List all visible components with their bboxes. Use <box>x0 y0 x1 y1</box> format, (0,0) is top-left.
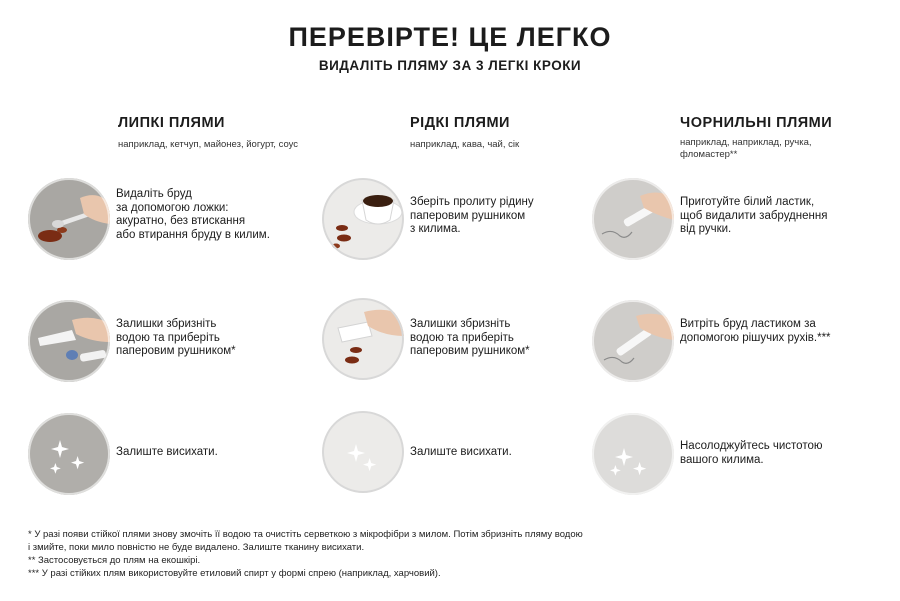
column-examples-sticky: наприклад, кетчуп, майонез, йогурт, соус <box>118 139 299 150</box>
footnote-line: * У разі появи стійкої плями знову змочіть її водою та очистіть серветкою з мікрофібри з милом. Потім збризніть пляму водою <box>28 529 583 540</box>
footnotes <box>28 528 668 580</box>
step-text: Залишки збризніть водою та приберіть паперовим рушником* <box>410 318 530 357</box>
page-title: ПЕРЕВІРТЕ! ЦЕ ЛЕГКО <box>288 22 612 52</box>
sparkle-clean-photo-icon <box>322 411 404 493</box>
footnote-line: ** Застосовується до плям на екошкірі. <box>28 555 201 566</box>
column-heading-liquid: РІДКІ ПЛЯМИ <box>410 115 510 131</box>
spoon-cleaning-photo-icon <box>28 178 110 260</box>
step-text: Залиште висихати. <box>410 446 512 458</box>
sparkle-clean-photo-icon <box>592 413 674 495</box>
step-text: Насолоджуйтесь чистотою вашого килима. <box>680 440 823 466</box>
step-text: Залиште висихати. <box>116 446 218 458</box>
coffee-cup-spill-photo-icon <box>322 178 404 260</box>
step-text: Залишки збризніть водою та приберіть паперовим рушником* <box>116 318 236 357</box>
column-examples-ink: наприклад, наприклад, ручка, фломастер** <box>680 137 812 160</box>
eraser-pen-photo-icon <box>592 178 674 260</box>
footnote-line: і змийте, поки мило повністю не буде видалено. Залиште тканину висихати. <box>28 542 365 553</box>
page-subtitle: ВИДАЛІТЬ ПЛЯМУ ЗА 3 ЛЕГКІ КРОКИ <box>318 58 582 73</box>
step-text: Зберіть пролиту рідину паперовим рушником з килима. <box>410 196 534 235</box>
step-text: Приготуйте білий ластик, щоб видалити забруднення від ручки. <box>680 196 828 235</box>
step-text: Витріть бруд ластиком за допомогою рішучих рухів.*** <box>680 318 831 344</box>
eraser-rubbing-photo-icon <box>592 300 674 382</box>
column-examples-liquid: наприклад, кава, чай, сік <box>410 139 520 150</box>
towel-blot-photo-icon <box>322 298 404 380</box>
spray-towel-photo-icon <box>28 300 110 382</box>
sparkle-clean-photo-icon <box>28 413 110 495</box>
step-text: Видаліть бруд за допомогою ложки: акуратно, без втискання або втирання бруду в килим. <box>116 188 270 241</box>
footnote-line: *** У разі стійких плям використовуйте етиловий спирт у формі спрею (наприклад, харчовий). <box>28 568 441 579</box>
column-heading-sticky: ЛИПКІ ПЛЯМИ <box>118 115 225 131</box>
column-heading-ink: ЧОРНИЛЬНІ ПЛЯМИ <box>680 115 833 131</box>
